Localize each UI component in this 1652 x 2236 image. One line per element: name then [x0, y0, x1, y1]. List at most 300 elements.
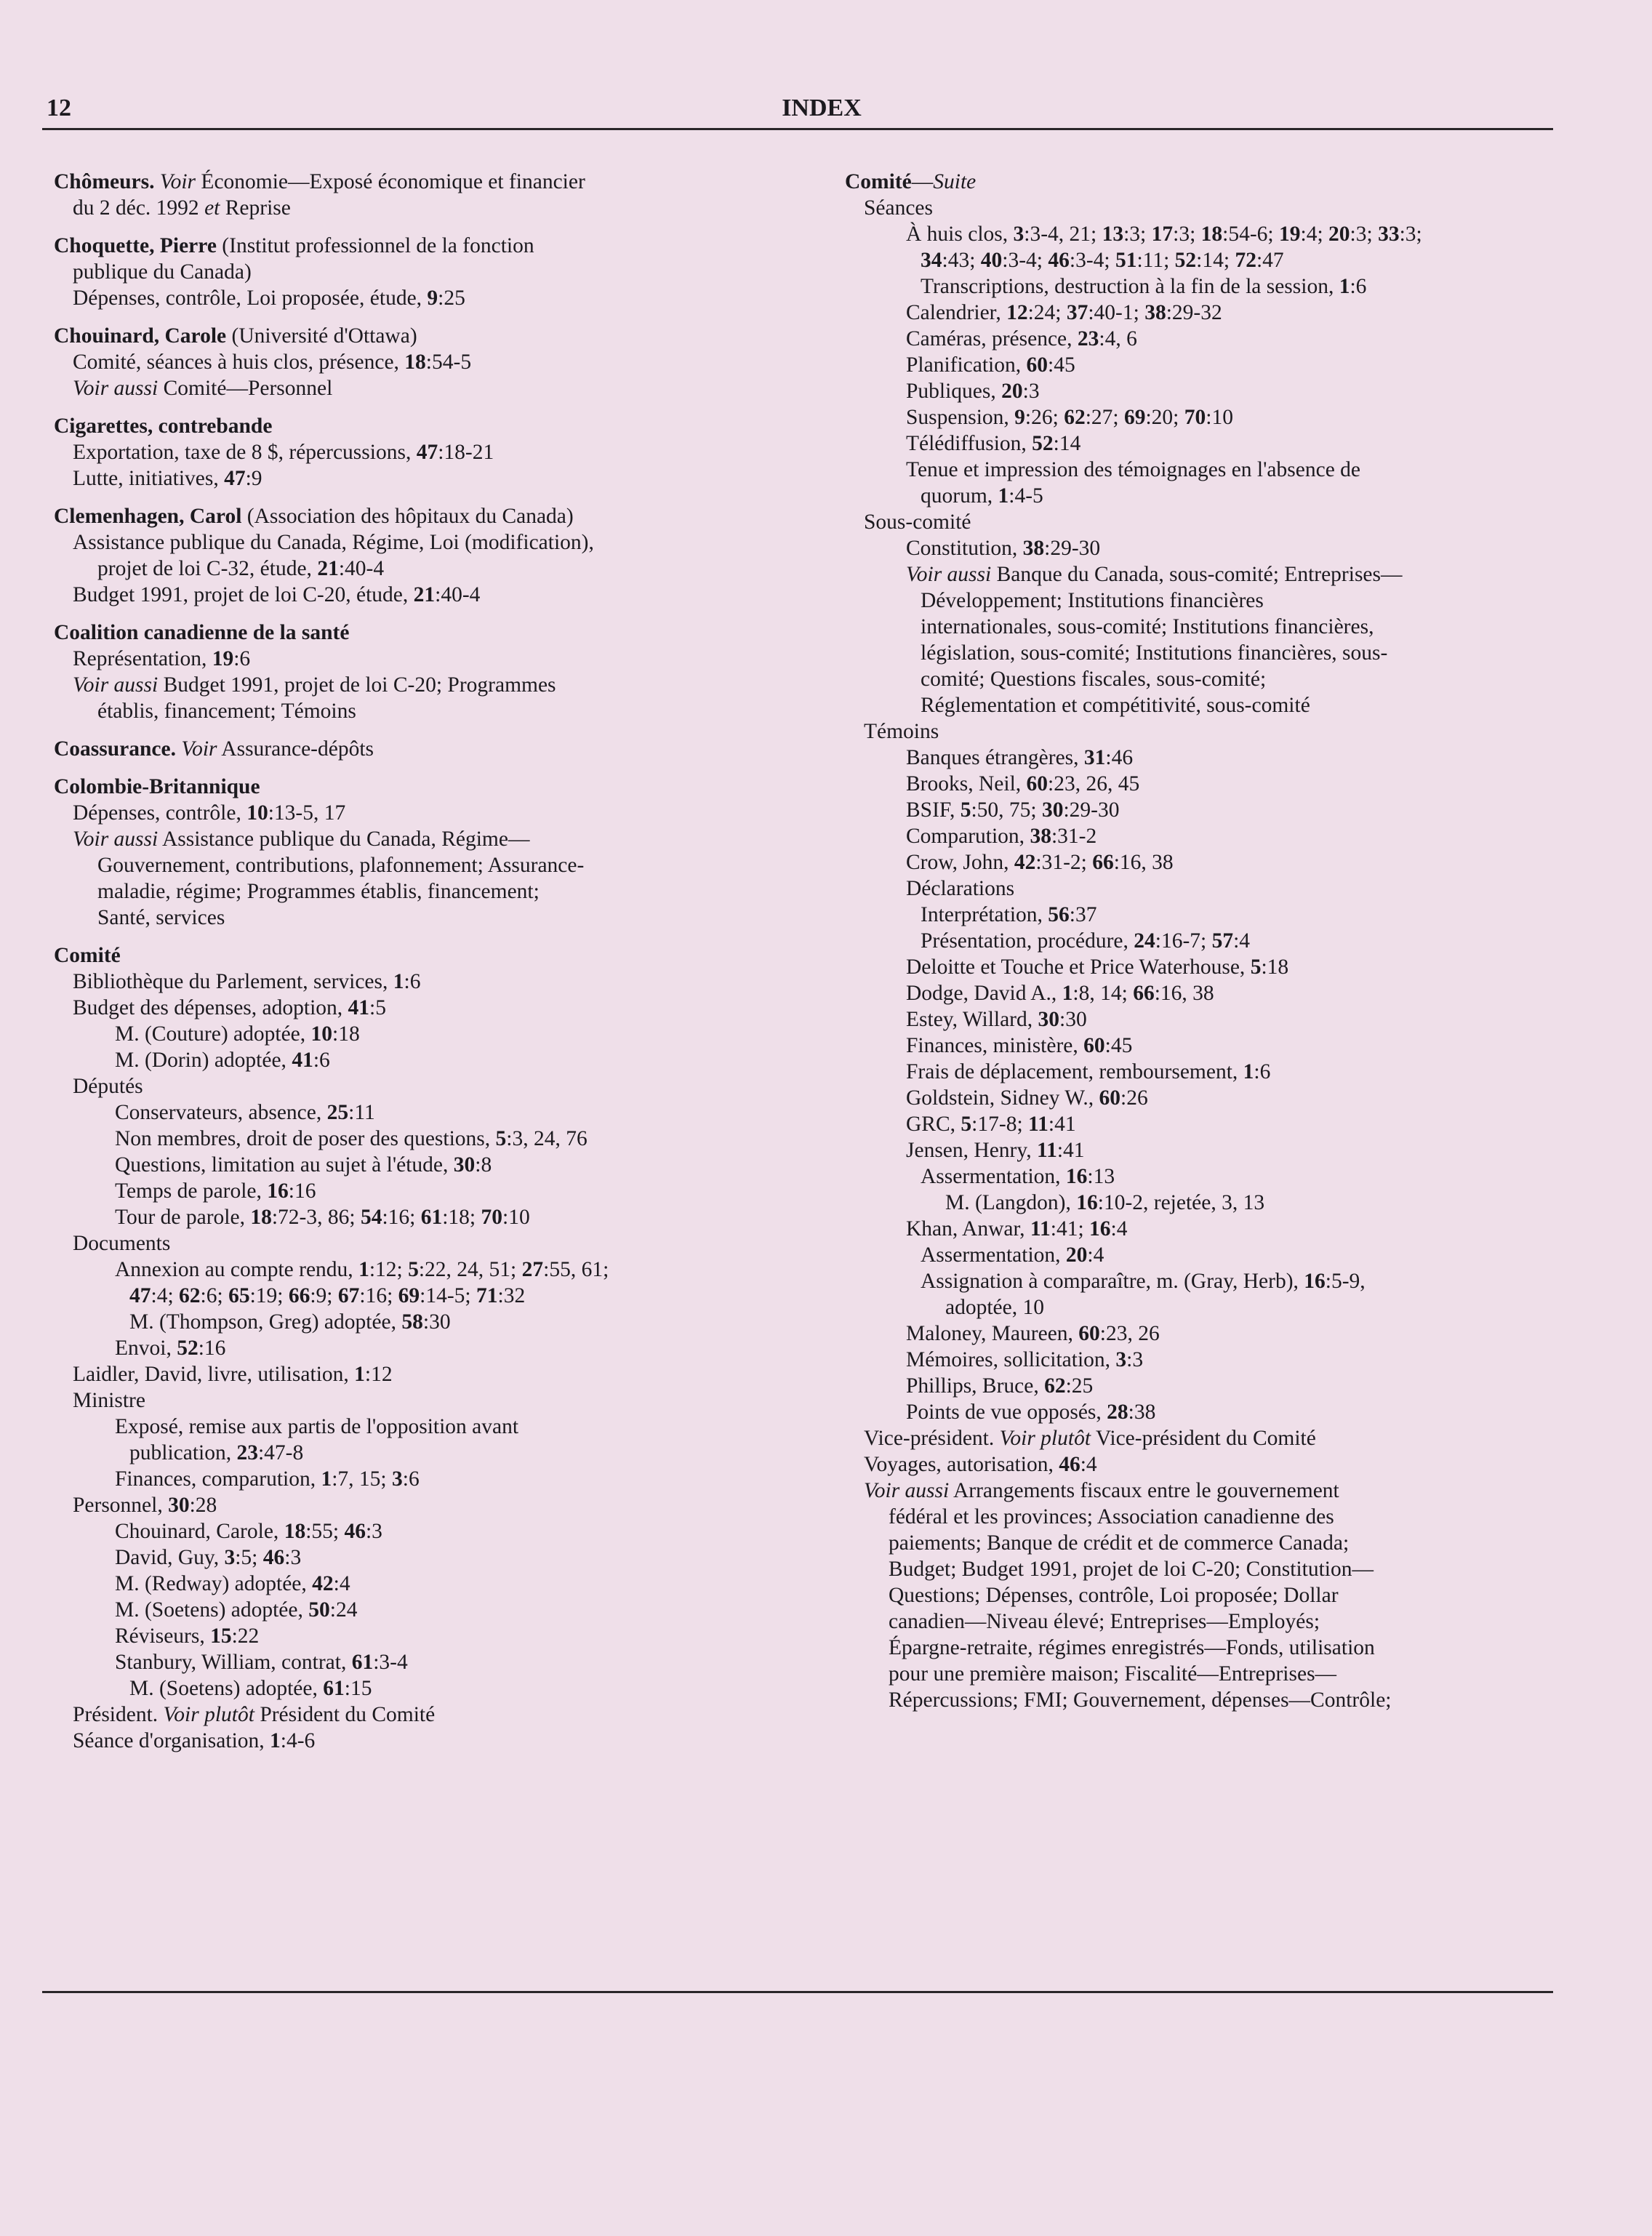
index-text: Banque du Canada, sous-comité; Entreprises— [991, 563, 1403, 586]
index-text: :16-7; [1155, 929, 1212, 953]
index-text: (Université d'Ottawa) [226, 324, 417, 348]
index-text: :23, 26 [1099, 1322, 1160, 1345]
index-text: Calendrier, [906, 301, 1007, 324]
index-text: fédéral et les provinces; Association canadienne des [889, 1505, 1334, 1528]
index-text: Tour de parole, [115, 1206, 251, 1229]
index-text: :14 [1053, 432, 1081, 455]
index-bold-text: 52 [177, 1337, 199, 1360]
index-subentry-line [845, 666, 1572, 692]
index-text: du 2 déc. 1992 [73, 196, 205, 220]
index-text: :47-8 [257, 1441, 304, 1464]
index-text: Séances [864, 196, 934, 220]
index-bold-text: 37 [1066, 301, 1088, 324]
index-text: Reprise [220, 196, 291, 220]
index-subentry-line [845, 1190, 1572, 1216]
index-bold-text: Cigarettes, contrebande [54, 414, 273, 438]
index-subentry-line [845, 352, 1572, 378]
index-bold-text: 16 [1089, 1217, 1111, 1241]
index-subentry-line [54, 1702, 800, 1728]
index-text: Brooks, Neil, [906, 772, 1027, 796]
index-bold-text: 62 [1044, 1374, 1066, 1398]
index-text: :28 [189, 1494, 217, 1517]
index-text: Ministre [73, 1389, 145, 1412]
index-bold-text: 30 [1038, 1008, 1060, 1031]
index-bold-text: Chômeurs. [54, 170, 155, 193]
index-text: Économie—Exposé économique et financier [196, 170, 585, 193]
index-subentry-line [845, 326, 1572, 352]
index-bold-text: 46 [1048, 249, 1070, 272]
index-text: :55; [305, 1520, 345, 1543]
index-bold-text: 3 [1013, 223, 1025, 246]
index-subentry-line [54, 1204, 800, 1230]
index-bold-text: 1 [998, 484, 1009, 508]
index-text: :8, 14; [1072, 982, 1134, 1005]
index-text: :5-9, [1325, 1270, 1366, 1293]
index-text: M. (Langdon), [945, 1191, 1077, 1214]
index-text: Présentation, procédure, [921, 929, 1134, 953]
index-headword-line [54, 413, 800, 439]
index-subentry-line [54, 259, 800, 285]
index-bold-text: Colombie-Britannique [54, 775, 260, 798]
index-subentry-line [845, 1137, 1572, 1163]
index-text: :26; [1025, 406, 1064, 429]
index-text: :40-4 [338, 557, 385, 580]
index-text: Laidler, David, livre, utilisation, [73, 1363, 355, 1386]
index-subentry-line [845, 483, 1572, 509]
index-bold-text: 72 [1235, 249, 1256, 272]
index-text: :7, 15; [332, 1467, 392, 1491]
index-bold-text: 16 [1076, 1191, 1098, 1214]
index-text: Vice-président. [864, 1427, 1000, 1450]
index-subentry-line [54, 1021, 800, 1047]
index-bold-text: 62 [1064, 406, 1086, 429]
index-subentry-line [54, 1047, 800, 1073]
index-bold-text: 30 [453, 1153, 476, 1177]
index-text: Président du Comité [254, 1703, 436, 1726]
index-bold-text: 18 [1200, 223, 1223, 246]
index-subentry-line [54, 439, 800, 465]
index-text: :23, 26, 45 [1048, 772, 1140, 796]
index-bold-text: 60 [1026, 353, 1048, 377]
index-text: :4-5 [1009, 484, 1043, 508]
index-text: Séance d'organisation, [73, 1729, 270, 1752]
index-text: :18-21 [438, 441, 494, 464]
index-text: :10-2, rejetée, 3, 13 [1097, 1191, 1265, 1214]
index-text: Comité—Personnel [158, 377, 333, 400]
index-subentry-line [845, 849, 1572, 875]
index-headword-line [845, 169, 1572, 195]
index-text: Phillips, Bruce, [906, 1374, 1045, 1398]
index-bold-text: 66 [288, 1284, 310, 1307]
index-text: :11 [348, 1101, 375, 1124]
index-text: comité; Questions fiscales, sous-comité; [921, 668, 1267, 691]
index-subentry-line [845, 875, 1572, 902]
index-text: Assermentation, [921, 1243, 1066, 1267]
index-bold-text: 20 [1065, 1243, 1088, 1267]
index-text: :9 [245, 467, 262, 490]
index-text: projet de loi C-32, étude, [97, 557, 318, 580]
index-bold-text: 12 [1006, 301, 1028, 324]
index-text: :14-5; [420, 1284, 476, 1307]
page-number: 12 [47, 95, 71, 121]
index-bold-text: 20 [1001, 380, 1023, 403]
index-subentry-line [54, 195, 800, 221]
index-text: Goldstein, Sidney W., [906, 1086, 1099, 1110]
index-text: :3; [1399, 223, 1422, 246]
index-text: :3-4; [1002, 249, 1048, 272]
index-bold-text: 47 [416, 441, 438, 464]
index-subentry-line [54, 1623, 800, 1649]
index-text: :18 [332, 1022, 360, 1046]
index-bold-text: 1 [1062, 982, 1073, 1005]
index-text: :3 [1022, 380, 1040, 403]
index-bold-text: 69 [1123, 406, 1146, 429]
index-text: :20; [1145, 406, 1184, 429]
index-text: Finances, ministère, [906, 1034, 1084, 1057]
index-text: Budget 1991, projet de loi C-20; Programmes [158, 673, 556, 697]
index-text: Voyages, autorisation, [864, 1453, 1059, 1476]
index-italic-text: et [204, 196, 220, 220]
index-bold-text: 30 [1041, 798, 1064, 822]
index-bold-text: 15 [210, 1624, 232, 1648]
index-text: À huis clos, [906, 223, 1014, 246]
index-text: Mémoires, sollicitation, [906, 1348, 1116, 1371]
index-italic-text: Voir [181, 737, 217, 761]
index-text: :55, 61; [543, 1258, 609, 1281]
index-bold-text: 42 [1014, 851, 1036, 874]
index-text: :32 [497, 1284, 526, 1307]
index-subentry-line [845, 1085, 1572, 1111]
index-text: Témoins [864, 720, 939, 743]
index-text: Transcriptions, destruction à la fin de la session, [921, 275, 1339, 298]
index-subentry-line [845, 640, 1572, 666]
index-text: quorum, [921, 484, 998, 508]
index-text: :14; [1196, 249, 1235, 272]
index-subentry-line [845, 1478, 1572, 1504]
index-subentry-line [845, 1242, 1572, 1268]
index-bold-text: 1 [270, 1729, 281, 1752]
index-bold-text: 19 [1279, 223, 1301, 246]
index-text: Santé, services [97, 906, 225, 929]
index-text: :6 [313, 1049, 330, 1072]
index-text: Caméras, présence, [906, 327, 1078, 350]
index-bold-text: 42 [312, 1572, 334, 1595]
index-bold-text: 69 [398, 1284, 420, 1307]
index-text: :6 [402, 1467, 420, 1491]
index-text: :38 [1128, 1400, 1156, 1424]
index-bold-text: Coalition canadienne de la santé [54, 621, 350, 644]
index-headword-line [54, 620, 800, 646]
index-text: :30 [1059, 1008, 1087, 1031]
index-subentry-line [845, 1425, 1572, 1451]
index-bold-text: 56 [1048, 903, 1070, 926]
index-italic-text: Suite [933, 170, 977, 193]
index-bold-text: 61 [420, 1206, 443, 1229]
index-bold-text: 5 [960, 798, 971, 822]
index-text: :3; [1173, 223, 1201, 246]
index-text: paiements; Banque de crédit et de commerce Canada; [889, 1531, 1350, 1555]
index-text: :6 [1350, 275, 1367, 298]
index-bold-text: 65 [228, 1284, 250, 1307]
index-bold-text: 16 [1304, 1270, 1326, 1293]
index-subentry-line [54, 1126, 800, 1152]
index-text: (Association des hôpitaux du Canada) [241, 505, 574, 528]
index-text: Tenue et impression des témoignages en l'absence de [906, 458, 1361, 481]
index-text: Bibliothèque du Parlement, services, [73, 970, 393, 993]
index-subentry-line [845, 1294, 1572, 1321]
index-text: Assurance-dépôts [217, 737, 374, 761]
index-text: :3 [1126, 1348, 1144, 1371]
index-text: :16, 38 [1154, 982, 1214, 1005]
index-text: Crow, John, [906, 851, 1014, 874]
index-text: :3-4 [373, 1651, 408, 1674]
index-text: établis, financement; Témoins [97, 700, 356, 723]
index-subentry-line [845, 1268, 1572, 1294]
index-text: Gouvernement, contributions, plafonnement; Assurance- [97, 854, 585, 877]
index-text: :12; [369, 1258, 409, 1281]
index-text: :54-6; [1222, 223, 1279, 246]
index-text: :45 [1048, 353, 1075, 377]
index-text: :4 [1087, 1243, 1104, 1267]
index-text: :29-30 [1044, 537, 1101, 560]
index-bold-text: Clemenhagen, Carol [54, 505, 242, 528]
index-bold-text: 21 [317, 557, 339, 580]
index-bold-text: 33 [1378, 223, 1400, 246]
index-text: David, Guy, [115, 1546, 225, 1569]
index-text: :26 [1120, 1086, 1148, 1110]
index-text: pour une première maison; Fiscalité—Entreprises— [889, 1662, 1337, 1686]
index-text: :3-4, 21; [1024, 223, 1102, 246]
index-subentry-line [845, 1608, 1572, 1635]
index-text: Publiques, [906, 380, 1002, 403]
index-text: Suspension, [906, 406, 1015, 429]
index-text: Non membres, droit de poser des questions, [115, 1127, 496, 1150]
index-bold-text: 47 [129, 1284, 151, 1307]
index-subentry-line [845, 1530, 1572, 1556]
index-text: :8 [475, 1153, 492, 1177]
index-text: Représentation, [73, 647, 212, 670]
index-text: :24 [329, 1598, 358, 1622]
index-subentry-line [845, 1006, 1572, 1033]
index-subentry-line [54, 1675, 800, 1702]
index-bold-text: 1 [358, 1258, 369, 1281]
index-text: Députés [73, 1075, 143, 1098]
index-subentry-line [845, 823, 1572, 849]
index-subentry-line [845, 1163, 1572, 1190]
index-subentry-line [54, 285, 800, 311]
index-text: Deloitte et Touche et Price Waterhouse, [906, 955, 1251, 979]
index-subentry-line [54, 1544, 800, 1571]
index-headword-line [54, 233, 800, 259]
index-text: M. (Thompson, Greg) adoptée, [129, 1310, 402, 1334]
index-text: :3; [1123, 223, 1152, 246]
index-subentry-line [845, 588, 1572, 614]
index-text: Estey, Willard, [906, 1008, 1038, 1031]
index-bold-text: 5 [1250, 955, 1262, 979]
index-subentry-line [54, 582, 800, 608]
index-italic-text: Voir plutôt [163, 1703, 254, 1726]
index-text: Réviseurs, [115, 1624, 211, 1648]
index-subentry-line [54, 698, 800, 724]
index-bold-text: 21 [413, 583, 436, 606]
index-subentry-line [845, 1111, 1572, 1137]
index-bold-text: 46 [262, 1546, 285, 1569]
index-text: Envoi, [115, 1337, 177, 1360]
index-subentry-line [54, 826, 800, 852]
index-bold-text: 70 [481, 1206, 502, 1229]
index-text: :40-1; [1088, 301, 1145, 324]
index-subentry-line [54, 905, 800, 931]
index-text: :16; [382, 1206, 421, 1229]
index-text: Temps de parole, [115, 1179, 268, 1203]
index-text: :50, 75; [971, 798, 1042, 822]
index-bold-text: 62 [179, 1284, 201, 1307]
index-text: :11; [1136, 249, 1175, 272]
index-bold-text: 50 [308, 1598, 330, 1622]
index-headword-line [54, 942, 800, 969]
index-text: :16 [198, 1337, 226, 1360]
index-subentry-line [845, 928, 1572, 954]
index-text: Documents [73, 1232, 171, 1255]
index-bold-text: 23 [1077, 327, 1099, 350]
index-bold-text: 40 [980, 249, 1003, 272]
index-subentry-line [845, 614, 1572, 640]
index-text: Banques étrangères, [906, 746, 1084, 769]
index-subentry-line [54, 1073, 800, 1099]
index-text: BSIF, [906, 798, 961, 822]
index-text [154, 170, 159, 193]
index-bold-text: 10 [246, 801, 268, 825]
index-bold-text: 38 [1022, 537, 1045, 560]
index-bold-text: 23 [236, 1441, 258, 1464]
index-text: :22, 24, 51; [418, 1258, 522, 1281]
index-text: Interprétation, [921, 903, 1048, 926]
index-text: :22 [231, 1624, 260, 1648]
index-bold-text: 38 [1144, 301, 1166, 324]
index-bold-text: 25 [326, 1101, 349, 1124]
index-headword-line [54, 736, 800, 762]
index-subentry-line [54, 1283, 800, 1309]
index-text: Dépenses, contrôle, [73, 801, 247, 825]
index-subentry-line [845, 1347, 1572, 1373]
index-text: Budget; Budget 1991, projet de loi C-20; Constitution— [889, 1558, 1374, 1581]
index-subentry-line [845, 561, 1572, 588]
index-text: Sous-comité [864, 510, 971, 534]
index-text: :18 [1261, 955, 1289, 979]
index-subentry-line [845, 509, 1572, 535]
index-text: Frais de déplacement, remboursement, [906, 1060, 1243, 1083]
footer-rule [42, 1991, 1553, 1993]
index-bold-text: 11 [1030, 1217, 1051, 1241]
index-text: Télédiffusion, [906, 432, 1032, 455]
index-subentry-line [54, 1309, 800, 1335]
index-text: :6 [404, 970, 421, 993]
index-text: :25 [1065, 1374, 1094, 1398]
index-bold-text: 24 [1134, 929, 1155, 953]
index-text: Déclarations [906, 877, 1015, 900]
index-subentry-line [845, 1321, 1572, 1347]
index-text: :41 [1056, 1139, 1085, 1162]
index-text: Assistance publique du Canada, Régime, Loi (modification), [73, 531, 594, 554]
index-bold-text: 52 [1174, 249, 1197, 272]
index-bold-text: Coassurance. [54, 737, 176, 761]
index-subentry-line [54, 969, 800, 995]
index-subentry-line [845, 797, 1572, 823]
index-text: Président. [73, 1703, 164, 1726]
index-bold-text: 31 [1083, 746, 1106, 769]
index-text: Dodge, David A., [906, 982, 1062, 1005]
index-bold-text: 71 [476, 1284, 498, 1307]
index-subentry-line [845, 430, 1572, 457]
index-bold-text: 1 [321, 1467, 332, 1491]
index-text: Assistance publique du Canada, Régime— [158, 828, 530, 851]
index-bold-text: Comité [54, 944, 121, 967]
index-bold-text: 13 [1102, 223, 1124, 246]
index-text: :13 [1087, 1165, 1115, 1188]
index-bold-text: 16 [1065, 1165, 1088, 1188]
index-text: M. (Soetens) adoptée, [129, 1677, 324, 1700]
index-text: Questions, limitation au sujet à l'étude, [115, 1153, 454, 1177]
index-text: Points de vue opposés, [906, 1400, 1107, 1424]
index-bold-text: 60 [1099, 1086, 1121, 1110]
index-text: législation, sous-comité; Institutions financières, sous- [921, 641, 1388, 665]
index-text: :3 [365, 1520, 382, 1543]
index-text: :10 [502, 1206, 530, 1229]
index-subentry-line [54, 465, 800, 492]
index-bold-text: Chouinard, Carole [54, 324, 227, 348]
index-text: Arrangements fiscaux entre le gouvernement [949, 1479, 1339, 1502]
index-text: :29-30 [1063, 798, 1120, 822]
index-subentry-line [54, 375, 800, 401]
index-subentry-line [845, 221, 1572, 247]
index-text: :6; [200, 1284, 229, 1307]
index-text: Maloney, Maureen, [906, 1322, 1079, 1345]
index-text: :45 [1104, 1034, 1133, 1057]
index-bold-text: 34 [921, 249, 942, 272]
index-text: maladie, régime; Programmes établis, financement; [97, 880, 540, 903]
index-text: :16; [359, 1284, 398, 1307]
index-text: :5; [235, 1546, 263, 1569]
index-text: M. (Couture) adoptée, [115, 1022, 311, 1046]
index-text: (Institut professionnel de la fonction [216, 234, 534, 257]
index-italic-text: Voir aussi [906, 563, 992, 586]
index-bold-text: 1 [1243, 1060, 1254, 1083]
index-subentry-line [54, 1597, 800, 1623]
index-bold-text: 70 [1184, 406, 1206, 429]
index-subentry-line [845, 1582, 1572, 1608]
index-subentry-line [54, 1571, 800, 1597]
index-text: Budget des dépenses, adoption, [73, 996, 348, 1019]
index-subentry-line [54, 1387, 800, 1414]
index-subentry-line [54, 556, 800, 582]
index-bold-text: 41 [292, 1049, 313, 1072]
index-text: Comparution, [906, 825, 1030, 848]
index-bold-text: 9 [1014, 406, 1025, 429]
index-text: Vice-président du Comité [1091, 1427, 1316, 1450]
index-bold-text: 60 [1083, 1034, 1105, 1057]
index-subentry-line [845, 771, 1572, 797]
index-text: :30 [422, 1310, 451, 1334]
index-bold-text: 67 [337, 1284, 360, 1307]
index-bold-text: 1 [354, 1363, 365, 1386]
index-subentry-line [54, 1230, 800, 1257]
index-italic-text: Voir plutôt [999, 1427, 1091, 1450]
index-text: Assermentation, [921, 1165, 1066, 1188]
index-text: Réglementation et compétitivité, sous-comité [921, 694, 1310, 717]
index-italic-text: Voir aussi [73, 828, 159, 851]
index-text: Finances, comparution, [115, 1467, 321, 1491]
index-text: Constitution, [906, 537, 1023, 560]
